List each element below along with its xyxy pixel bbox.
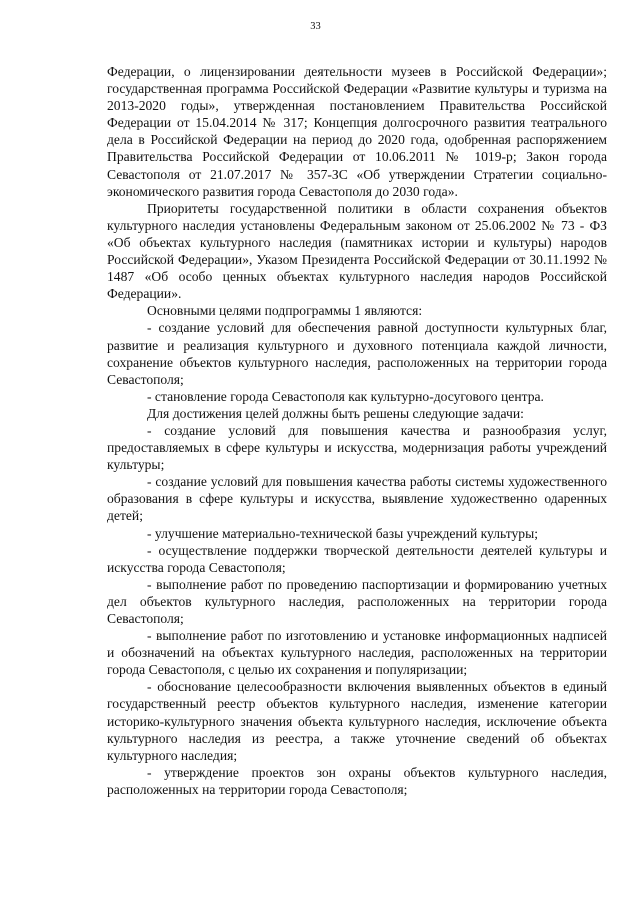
list-item-goal-1: - создание условий для обеспечения равной доступности культурных благ, развитие и реализация культурного и духовного потенциала каждой личности, сохранение объектов культурного наследия, расположенных на территории города Севастополя; xyxy=(107,320,607,387)
list-item-task-8: - утверждение проектов зон охраны объектов культурного наследия, расположенных на территории города Севастополя; xyxy=(107,764,607,797)
page-number: 33 xyxy=(310,21,321,32)
list-item-task-7: - обоснование целесообразности включения выявленных объектов в единый государственный реестр объектов культурного наследия, изменение категории историко-культурного значения объекта культурного наследия, исключение объекта культурного наследия из реестра, а также уточнение сведений об объектах культурного наследия; xyxy=(107,679,607,763)
list-item-goal-2: - становление города Севастополя как культурно-досугового центра. xyxy=(147,388,544,404)
document-body xyxy=(107,63,607,798)
list-item-task-2: - создание условий для повышения качества работы системы художественного образования в сфере культуры и искусства, выявление художественно одаренных детей; xyxy=(107,474,607,524)
list-item-task-3: - улучшение материально-технической базы учреждений культуры; xyxy=(147,525,538,541)
list-item-task-4: - осуществление поддержки творческой деятельности деятелей культуры и искусства города Севастополя; xyxy=(107,542,607,575)
paragraph-tasks-heading: Для достижения целей должны быть решены следующие задачи: xyxy=(147,405,524,421)
list-item-task-6: - выполнение работ по изготовлению и установке информационных надписей и обозначений на объектах культурного наследия, расположенных на территории города Севастополя, с целью их сохранения и популяризации; xyxy=(107,628,607,678)
paragraph-priorities: Приоритеты государственной политики в области сохранения объектов культурного наследия установлены Федеральным законом от 25.06.2002 № 73 - ФЗ «Об объектах культурного наследия (памятниках истории и культуры) народов Российской Федерации», Указом Президента Российской Федерации от 30.11.1992 № 1487 «Об особо ценных объектах культурного наследия народов Российской Федерации». xyxy=(107,200,607,302)
paragraph-goals-heading: Основными целями подпрограммы 1 являются: xyxy=(147,303,423,319)
list-item-task-5: - выполнение работ по проведению паспортизации и формированию учетных дел объектов культурного наследия, расположенных на территории города Севастополя; xyxy=(107,576,607,626)
list-item-task-1: - создание условий для повышения качества и разнообразия услуг, предоставляемых в сфере культуры и искусства, модернизация работы учреждений культуры; xyxy=(107,422,607,473)
paragraph-legal-acts-continued: Федерации, о лицензировании деятельности музеев в Российской Федерации»; государственная программа Российской Федерации «Развитие культуры и туризма на 2013-2020 годы», утвержденная постановлением Правительства Российской Федерации от 15.04.2014 № 317; Концепция долгосрочного развития театрального дела в Российской Федерации на период до 2020 года, одобренная распоряжением Правительства Российской Федерации от 10.06.2011 № 1019-р; Закон города Севастополя от 21.07.2017 № 357-ЗС «Об утверждении Стратегии социально-экономического развития города Севастополя до 2030 года». xyxy=(107,64,607,199)
